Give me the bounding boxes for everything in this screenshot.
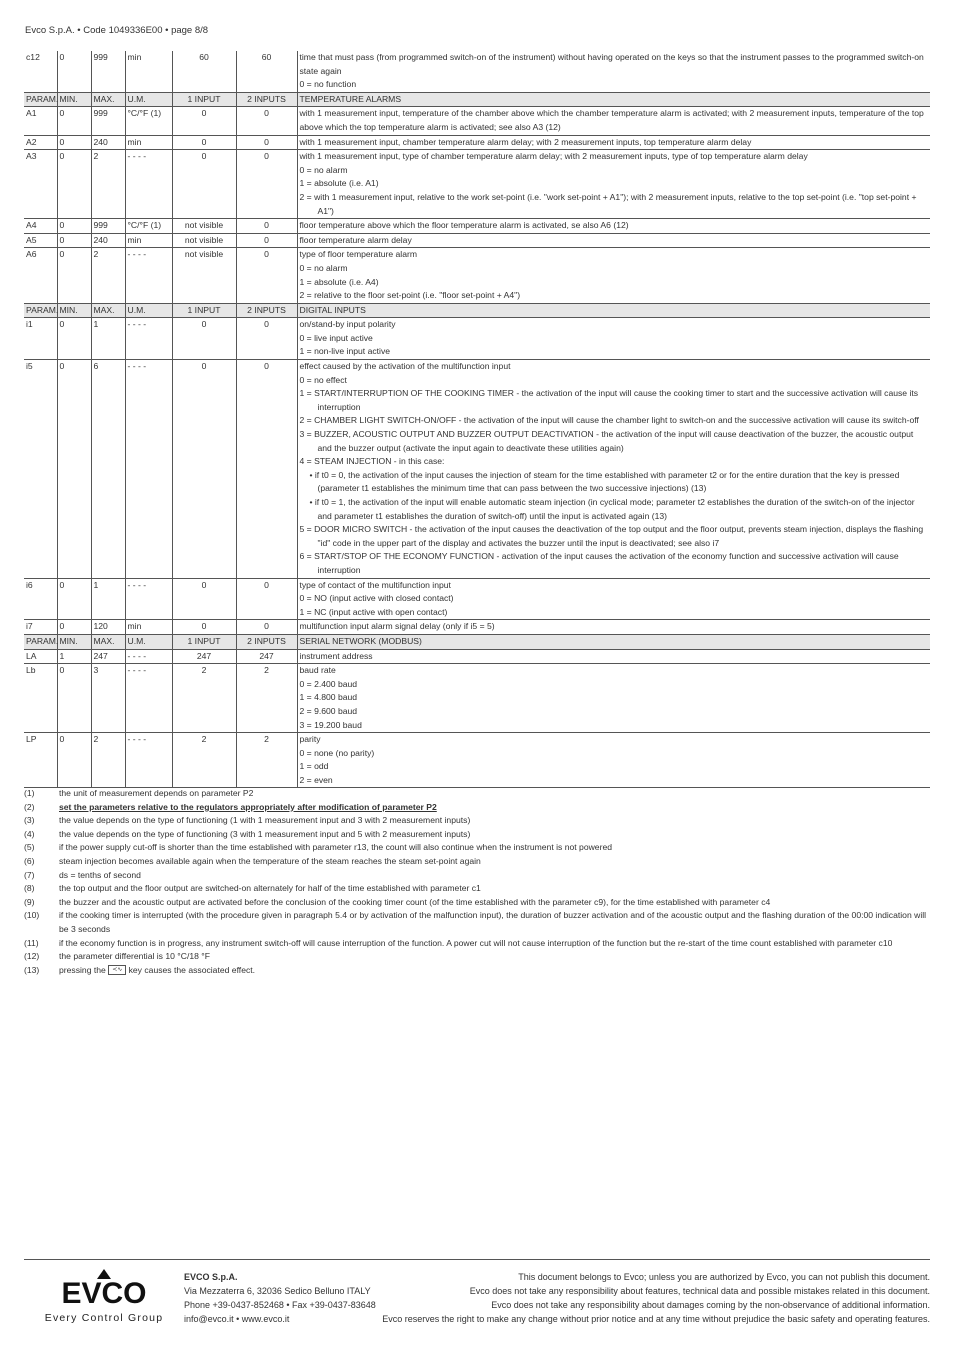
- param-description: [297, 135, 930, 150]
- description-line: 3 = 19.200 baud: [299, 719, 362, 730]
- table-row: [24, 360, 930, 579]
- disclaimer: [330, 1270, 930, 1326]
- column-header: MIN.: [57, 634, 91, 649]
- param-code: A3: [24, 150, 57, 219]
- footnotes: [24, 787, 930, 977]
- description-line: 1 = odd: [299, 761, 329, 772]
- footnote: [24, 896, 930, 910]
- description-line: time that must pass (from programmed switch-on of the instrument) without having operated on the keys so that the instrument passes to the programmed switch-on state again: [299, 52, 924, 76]
- footnote-number: (2): [24, 801, 35, 812]
- footnote-number: (8): [24, 883, 35, 894]
- param-description: [297, 578, 930, 620]
- description-line: baud rate: [299, 665, 336, 676]
- column-header: 2 INPUTS: [236, 92, 297, 107]
- param-max: 3: [91, 664, 125, 733]
- param-min: 0: [57, 135, 91, 150]
- param-max: 120: [91, 620, 125, 635]
- param-1-input: 0: [172, 107, 236, 135]
- param-1-input: not visible: [172, 248, 236, 303]
- footnote: [24, 855, 930, 869]
- table-row: [24, 219, 930, 234]
- param-2-inputs: 0: [236, 233, 297, 248]
- param-2-inputs: 0: [236, 578, 297, 620]
- param-unit: - - - -: [125, 360, 172, 579]
- param-unit: - - - -: [125, 664, 172, 733]
- param-description: [297, 150, 930, 219]
- footnote-number: (10): [24, 910, 40, 921]
- description-line: 1 = absolute (i.e. A1): [299, 178, 379, 189]
- param-description: [297, 248, 930, 303]
- param-description: [297, 51, 930, 92]
- param-description: [297, 107, 930, 135]
- column-header: PARAM.: [24, 92, 57, 107]
- param-min: 0: [57, 51, 91, 92]
- param-2-inputs: 247: [236, 649, 297, 664]
- param-min: 0: [57, 620, 91, 635]
- footnote-text: if the economy function is in progress, any instrument switch-off will cause interruption of the function. A power cut will not cause interruption of the function but the re-start of the time count established with parameter c10: [59, 937, 893, 948]
- parameters-table: [24, 51, 930, 788]
- evco-logo: [33, 1267, 175, 1327]
- description-line: • if t0 = 0, the activation of the input causes the injection of steam for the time established with parameter t2 or for the entire duration that the key is pressed (parameter t1 establishes the minimum time that can pass between the two successive injections) (13): [309, 469, 900, 494]
- description-line: parity: [299, 734, 321, 745]
- param-unit: °C/°F (1): [125, 219, 172, 234]
- description-line: • if t0 = 1, the activation of the input will enable automatic steam injection (in cyclical mode; parameter t2 establishes the duration of the switch-on of the injector and parameter t1 establishes the duration of switch-off) until the input is activated again (13): [309, 497, 915, 521]
- description-line: instrument address: [299, 650, 373, 661]
- param-max: 240: [91, 135, 125, 150]
- disclaimer-line: Evco does not take any responsibility about features, technical data and possible mistakes related in this document.: [469, 1286, 930, 1296]
- section-title: TEMPERATURE ALARMS: [297, 92, 930, 107]
- footnote: [24, 787, 930, 801]
- description-line: 1 = non-live input active: [299, 346, 391, 357]
- table-row: [24, 578, 930, 620]
- description-line: 3 = BUZZER, ACOUSTIC OUTPUT AND BUZZER OUTPUT DEACTIVATION - the activation of the input will cause deactivation of the buzzer, the acoustic output and the buzzer output (activate the input again to deactivate these utilities again): [299, 429, 914, 453]
- param-description: [297, 318, 930, 360]
- param-description: [297, 360, 930, 579]
- footnote-text: if the cooking timer is interrupted (with the procedure given in paragraph 5.4 or by activation of the malfunction input), the duration of buzzer activation and of the acoustic output and the flashing duration of the 00:00 indication will be 3 seconds: [59, 910, 927, 934]
- param-code: A2: [24, 135, 57, 150]
- param-1-input: 0: [172, 578, 236, 620]
- description-line: 2 = relative to the floor set-point (i.e. "floor set-point + A4"): [299, 290, 521, 301]
- footnote-text: the value depends on the type of functioning (3 with 1 measurement input and 5 with 2 measurement inputs): [59, 828, 471, 839]
- company-phone: Phone +39-0437-852468 • Fax +39-0437-83648: [184, 1300, 376, 1310]
- footnote: [24, 964, 930, 978]
- description-line: 1 = START/INTERRUPTION OF THE COOKING TIMER - the activation of the input will cause the cooking timer to start and the successive activation will cause its interruption: [299, 388, 919, 412]
- param-max: 999: [91, 51, 125, 92]
- param-1-input: 60: [172, 51, 236, 92]
- param-description: [297, 733, 930, 788]
- param-code: i7: [24, 620, 57, 635]
- description-line: 2 = 9.600 baud: [299, 705, 358, 716]
- column-header: PARAM.: [24, 634, 57, 649]
- description-line: multifunction input alarm signal delay (only if i5 = 5): [299, 621, 495, 632]
- param-unit: - - - -: [125, 150, 172, 219]
- footnote-number: (6): [24, 855, 35, 866]
- param-2-inputs: 60: [236, 51, 297, 92]
- description-line: 0 = NO (input active with closed contact): [299, 593, 454, 604]
- param-1-input: 0: [172, 150, 236, 219]
- disclaimer-line: This document belongs to Evco; unless you are authorized by Evco, you can not publish this document.: [518, 1272, 930, 1282]
- description-line: on/stand-by input polarity: [299, 319, 396, 330]
- logo-wordmark: EVCO: [61, 1277, 147, 1310]
- column-header: 2 INPUTS: [236, 303, 297, 318]
- section-header-row: [24, 303, 930, 318]
- column-header: U.M.: [125, 303, 172, 318]
- footnote-text-pre: pressing the: [59, 964, 106, 975]
- description-line: 1 = 4.800 baud: [299, 692, 358, 703]
- param-unit: - - - -: [125, 649, 172, 664]
- column-header: MIN.: [57, 92, 91, 107]
- footnote-text-post: key causes the associated effect.: [128, 964, 256, 975]
- footnote-text: the buzzer and the acoustic output are activated before the conclusion of the cooking timer count (of the time established with the parameter c9), for the time established with parameter c4: [59, 896, 771, 907]
- param-code: i6: [24, 578, 57, 620]
- table-row: [24, 620, 930, 635]
- param-unit: min: [125, 135, 172, 150]
- table-row: [24, 733, 930, 788]
- param-code: Lb: [24, 664, 57, 733]
- param-1-input: not visible: [172, 219, 236, 234]
- param-unit: min: [125, 233, 172, 248]
- param-unit: - - - -: [125, 318, 172, 360]
- column-header: 1 INPUT: [172, 92, 236, 107]
- description-line: 4 = STEAM INJECTION - in this case:: [299, 456, 445, 467]
- param-code: c12: [24, 51, 57, 92]
- description-line: 0 = live input active: [299, 332, 373, 343]
- param-min: 0: [57, 733, 91, 788]
- footnote-text: the top output and the floor output are switched-on alternately for half of the time established with parameter c1: [59, 883, 481, 894]
- param-unit: °C/°F (1): [125, 107, 172, 135]
- footnote-text: if the power supply cut-off is shorter than the time established with parameter r13, the count will also continue when the instrument is not powered: [59, 842, 613, 853]
- section-header-row: [24, 92, 930, 107]
- description-line: floor temperature above which the floor temperature alarm is activated, se also A6 (12): [299, 220, 629, 231]
- param-2-inputs: 0: [236, 219, 297, 234]
- description-line: 2 = CHAMBER LIGHT SWITCH-ON/OFF - the activation of the input will cause the chamber light to switch-on and the successive activation will cause its switch-off: [299, 415, 919, 426]
- footnote: [24, 841, 930, 855]
- param-2-inputs: 0: [236, 135, 297, 150]
- footnote: [24, 882, 930, 896]
- company-name: EVCO S.p.A.: [184, 1272, 238, 1282]
- description-line: 0 = no alarm: [299, 164, 348, 175]
- footnote-number: (11): [24, 937, 39, 948]
- param-max: 247: [91, 649, 125, 664]
- param-description: [297, 219, 930, 234]
- param-description: [297, 233, 930, 248]
- param-min: 0: [57, 318, 91, 360]
- table-row: [24, 248, 930, 303]
- param-min: 1: [57, 649, 91, 664]
- param-2-inputs: 0: [236, 360, 297, 579]
- footnote-text: [59, 964, 930, 978]
- param-unit: min: [125, 51, 172, 92]
- footnote-number: (1): [24, 788, 35, 798]
- table-row: [24, 318, 930, 360]
- param-code: LA: [24, 649, 57, 664]
- footnote: [24, 814, 930, 828]
- footnote-text: the parameter differential is 10 °C/18 °F: [59, 951, 210, 962]
- footnote: [24, 801, 930, 815]
- column-header: MAX.: [91, 303, 125, 318]
- param-2-inputs: 0: [236, 248, 297, 303]
- description-line: 2 = with 1 measurement input, relative to the work set-point (i.e. "work set-point + A1"); with 2 measurement inputs, relative to the top set-point (i.e. "top set-point + A1"): [299, 191, 917, 216]
- description-line: with 1 measurement input, chamber temperature alarm delay; with 2 measurement inputs, top temperature alarm delay: [299, 136, 752, 147]
- footnote-number: (7): [24, 869, 35, 880]
- param-unit: - - - -: [125, 248, 172, 303]
- section-title: DIGITAL INPUTS: [297, 303, 930, 318]
- footnote: [24, 869, 930, 883]
- param-2-inputs: 0: [236, 620, 297, 635]
- footer-divider: [24, 1259, 930, 1260]
- logo-tagline: Every Control Group: [44, 1312, 164, 1324]
- description-line: 0 = no alarm: [299, 262, 348, 273]
- description-line: 1 = NC (input active with open contact): [299, 606, 448, 617]
- param-max: 999: [91, 219, 125, 234]
- param-description: [297, 664, 930, 733]
- footnote-text: set the parameters relative to the regulators appropriately after modification of parameter P2: [59, 801, 437, 812]
- section-title: SERIAL NETWORK (MODBUS): [297, 634, 930, 649]
- param-max: 2: [91, 150, 125, 219]
- footnote-number: (4): [24, 828, 35, 839]
- description-line: 0 = 2.400 baud: [299, 678, 358, 689]
- footnote: [24, 828, 930, 842]
- description-line: with 1 measurement input, temperature of the chamber above which the chamber temperature alarm is activated; with 2 measurement inputs, temperature of the top above which the top temperature alarm is activated; see also A3 (12): [299, 108, 924, 132]
- param-unit: min: [125, 620, 172, 635]
- param-max: 6: [91, 360, 125, 579]
- column-header: 2 INPUTS: [236, 634, 297, 649]
- description-line: with 1 measurement input, type of chamber temperature alarm delay; with 2 measurement inputs, type of top temperature alarm delay: [299, 151, 808, 162]
- param-min: 0: [57, 360, 91, 579]
- disclaimer-line: Evco does not take any responsibility about damages coming by the non-observance of additional information.: [491, 1300, 930, 1310]
- param-min: 0: [57, 578, 91, 620]
- param-code: A1: [24, 107, 57, 135]
- column-header: PARAM.: [24, 303, 57, 318]
- param-1-input: 0: [172, 318, 236, 360]
- steam-key-icon: ≺∿: [108, 965, 126, 975]
- footnote-number: (13): [24, 964, 40, 975]
- param-1-input: 0: [172, 360, 236, 579]
- param-1-input: 2: [172, 664, 236, 733]
- param-description: [297, 620, 930, 635]
- table-row: [24, 150, 930, 219]
- description-line: 6 = START/STOP OF THE ECONOMY FUNCTION - activation of the input causes the activation of the economy function and successive activation will cause interruption: [299, 551, 899, 575]
- param-max: 2: [91, 733, 125, 788]
- param-description: [297, 649, 930, 664]
- column-header: MIN.: [57, 303, 91, 318]
- footnote-number: (5): [24, 842, 35, 853]
- footnote-text: ds = tenths of second: [59, 869, 141, 880]
- disclaimer-line: Evco reserves the right to make any change without prior notice and at any time without prejudice the basic safety and operating features.: [382, 1314, 930, 1324]
- param-min: 0: [57, 219, 91, 234]
- table-row: [24, 107, 930, 135]
- column-header: 1 INPUT: [172, 303, 236, 318]
- param-min: 0: [57, 150, 91, 219]
- table-row: [24, 664, 930, 733]
- column-header: MAX.: [91, 92, 125, 107]
- description-line: type of contact of the multifunction input: [299, 579, 451, 590]
- company-address: Via Mezzaterra 6, 32036 Sedico Belluno ITALY: [184, 1286, 371, 1296]
- footnote: [24, 950, 930, 964]
- table-row: [24, 135, 930, 150]
- footnote-text: the unit of measurement depends on parameter P2: [59, 788, 254, 798]
- param-min: 0: [57, 107, 91, 135]
- description-line: 0 = none (no parity): [299, 747, 375, 758]
- description-line: 0 = no effect: [299, 374, 347, 385]
- param-1-input: 0: [172, 135, 236, 150]
- param-1-input: 2: [172, 733, 236, 788]
- column-header: MAX.: [91, 634, 125, 649]
- footnote-text: steam injection becomes available again when the temperature of the steam reaches the steam set-point again: [59, 855, 481, 866]
- param-code: LP: [24, 733, 57, 788]
- description-line: 5 = DOOR MICRO SWITCH - the activation of the input causes the deactivation of the top output and the floor output, prevents steam injection, displays the flashing "id" code in the upper part of the display and activates the buzzer until the input is deactivated; see also i7: [299, 524, 924, 548]
- footnote-number: (9): [24, 896, 35, 907]
- param-2-inputs: 0: [236, 318, 297, 360]
- param-min: 0: [57, 248, 91, 303]
- param-unit: - - - -: [125, 578, 172, 620]
- param-1-input: 0: [172, 620, 236, 635]
- param-unit: - - - -: [125, 733, 172, 788]
- description-line: 0 = no function: [299, 79, 357, 90]
- param-1-input: not visible: [172, 233, 236, 248]
- param-1-input: 247: [172, 649, 236, 664]
- footnote-number: (3): [24, 815, 35, 826]
- param-code: A4: [24, 219, 57, 234]
- param-code: A5: [24, 233, 57, 248]
- column-header: 1 INPUT: [172, 634, 236, 649]
- description-line: effect caused by the activation of the multifunction input: [299, 361, 511, 372]
- column-header: U.M.: [125, 634, 172, 649]
- param-max: 2: [91, 248, 125, 303]
- param-code: i1: [24, 318, 57, 360]
- table-row: [24, 51, 930, 92]
- page-header: Evco S.p.A. • Code 1049336E00 • page 8/8: [25, 25, 209, 36]
- section-header-row: [24, 634, 930, 649]
- table-row: [24, 649, 930, 664]
- footnote-number: (12): [24, 951, 40, 962]
- param-max: 1: [91, 318, 125, 360]
- footnote: [24, 937, 930, 951]
- param-max: 240: [91, 233, 125, 248]
- param-code: i5: [24, 360, 57, 579]
- description-line: floor temperature alarm delay: [299, 234, 412, 245]
- param-max: 999: [91, 107, 125, 135]
- param-code: A6: [24, 248, 57, 303]
- footnote-text: the value depends on the type of functioning (1 with 1 measurement input and 3 with 2 measurement inputs): [59, 815, 471, 826]
- param-2-inputs: 2: [236, 664, 297, 733]
- param-min: 0: [57, 664, 91, 733]
- param-2-inputs: 2: [236, 733, 297, 788]
- description-line: 2 = even: [299, 774, 333, 785]
- table-row: [24, 233, 930, 248]
- column-header: U.M.: [125, 92, 172, 107]
- param-2-inputs: 0: [236, 150, 297, 219]
- company-web: info@evco.it • www.evco.it: [184, 1314, 290, 1324]
- description-line: type of floor temperature alarm: [299, 249, 418, 260]
- description-line: 1 = absolute (i.e. A4): [299, 276, 379, 287]
- footnote: [24, 909, 930, 936]
- param-min: 0: [57, 233, 91, 248]
- param-max: 1: [91, 578, 125, 620]
- param-2-inputs: 0: [236, 107, 297, 135]
